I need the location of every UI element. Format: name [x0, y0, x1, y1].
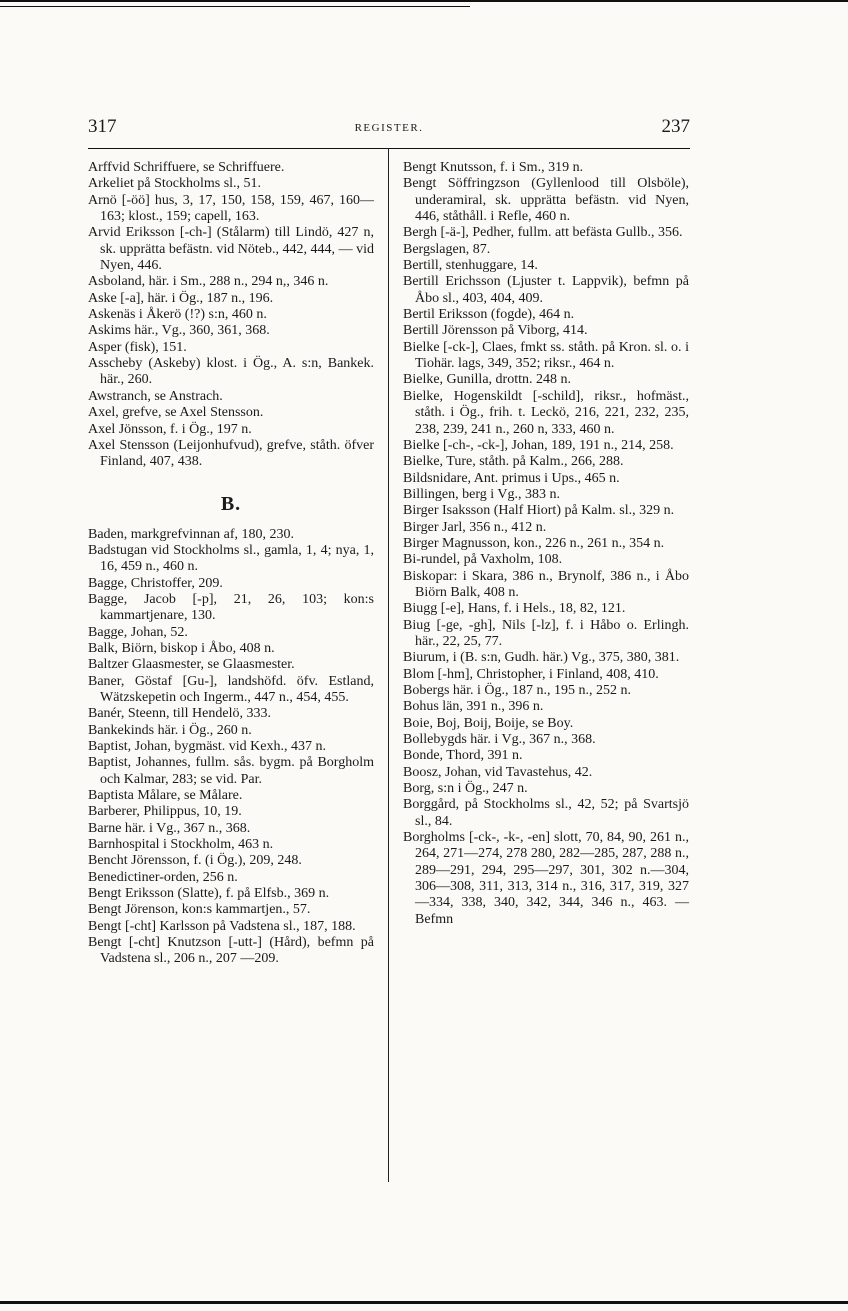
- index-entry: Barnhospital i Stockholm, 463 n.: [88, 837, 274, 853]
- section-heading: B.: [220, 492, 242, 515]
- index-entry: Bertil Eriksson (fogde), 464 n.: [403, 307, 575, 323]
- top-border-rule: [0, 0, 848, 2]
- index-entry: Billingen, berg i Vg., 383 n.: [403, 486, 560, 502]
- index-entry: Borggård, på Stockholms sl., 42, 52; på Svartsjö sl., 84.: [403, 797, 689, 829]
- index-entry: Boosz, Johan, vid Tavastehus, 42.: [403, 764, 593, 780]
- index-entry: Biug [-ge, -gh], Nils [-lz], f. i Håbo o. Erlingh. här., 22, 25, 77.: [403, 617, 689, 649]
- top-thin-rule: [0, 6, 470, 7]
- right-column: [403, 160, 689, 928]
- index-entry: Bergslagen, 87.: [403, 241, 491, 257]
- index-entry: Bengt [-cht] Karlsson på Vadstena sl., 187, 188.: [88, 918, 356, 934]
- index-entry: Bagge, Johan, 52.: [88, 624, 188, 640]
- index-entry: Arvid Eriksson [-ch-] (Stålarm) till Lindö, 427 n, sk. upprätta befästn. vid Nöteb., 442, 444, — vid Nyen, 446.: [88, 225, 374, 274]
- index-entry: Bengt [-cht] Knutzson [-utt-] (Hård), befmn på Vadstena sl., 206 n., 207 —209.: [88, 935, 374, 967]
- index-entry: Bagge, Jacob [-p], 21, 26, 103; kon:s kammartjenare, 130.: [88, 591, 374, 624]
- index-entry: Biskopar: i Skara, 386 n., Brynolf, 386 n., i Åbo Biörn Balk, 408 n.: [403, 568, 689, 600]
- index-entry: Bengt Knutsson, f. i Sm., 319 n.: [403, 160, 584, 175]
- header-rule: [88, 148, 690, 149]
- running-title: REGISTER.: [354, 122, 424, 134]
- page-number-left: 317: [88, 116, 117, 137]
- index-entry: Bergh [-ä-], Pedher, fullm. att befästa Gullb., 356.: [403, 225, 683, 241]
- index-entry: Birger Isaksson (Half Hiort) på Kalm. sl., 329 n.: [403, 503, 675, 519]
- index-entry: Axel Stensson (Leijonhufvud), grefve, ståth. öfver Finland, 407, 438.: [88, 437, 374, 470]
- index-entry: Bildsnidare, Ant. primus i Ups., 465 n.: [403, 470, 620, 486]
- column-divider: [388, 148, 389, 1182]
- index-entry: Bielke [-ch-, -ck-], Johan, 189, 191 n., 214, 258.: [403, 437, 674, 453]
- index-entry: Arnö [-öö] hus, 3, 17, 150, 158, 159, 467, 160—163; klost., 159; capell, 163.: [88, 192, 374, 225]
- index-entry: Bertill Jörensson på Viborg, 414.: [403, 323, 588, 339]
- index-entry: Bonde, Thord, 391 n.: [403, 748, 523, 764]
- index-entry: Askims här., Vg., 360, 361, 368.: [88, 323, 270, 339]
- index-entry: Bielke, Hogenskildt [-schild], riksr., hofmäst., ståth. i Ög., frih. t. Leckö, 216, 221, 232, 235, 238, 239, 241 n., 260 n, 333, 460 n.: [403, 388, 689, 437]
- index-entry: Bengt Söffringzson (Gyllenlood till Olsböle), underamiral, sk. upprätta befästn. vid Nyen, 446, ståthåll. i Refle, 460 n.: [403, 176, 689, 225]
- index-entry: Bertill, stenhuggare, 14.: [403, 258, 538, 274]
- index-entry: Banér, Steenn, till Hendelö, 333.: [88, 706, 271, 722]
- index-entry: Birger Jarl, 356 n., 412 n.: [403, 519, 547, 535]
- index-entry: Barne här. i Vg., 367 n., 368.: [88, 820, 251, 836]
- index-entry: Borgholms [-ck-, -k-, -en] slott, 70, 84, 90, 261 n., 264, 271—274, 278 280, 282—285, 287, 288 n., 289—291, 294, 295—297, 301, 302 n.—304, 306—308, 311, 313, 314 n., 316, 317, 319, 327—334, 338, 340, 342, 344, 346 n., 463. — Befmn: [403, 830, 689, 927]
- left-column: [88, 160, 374, 968]
- index-entry: Awstranch, se Anstrach.: [88, 388, 223, 404]
- index-entry: Asscheby (Askeby) klost. i Ög., A. s:n, Bankek. här., 260.: [88, 356, 374, 388]
- index-entry: Bielke [-ck-], Claes, fmkt ss. ståth. på Kron. sl. o. i Tiohär. lags, 349, 352; riksr., 464 n.: [403, 339, 689, 372]
- index-entry: Baptist, Johannes, fullm. sås. bygm. på Borgholm och Kalmar, 283; se vid. Par.: [88, 755, 374, 787]
- index-entry: Baltzer Glaasmester, se Glaasmester.: [88, 657, 295, 673]
- index-entry: Boie, Boj, Boij, Boije, se Boy.: [403, 715, 574, 731]
- index-entry: Askenäs i Åkerö (!?) s:n, 460 n.: [88, 307, 267, 323]
- index-entry: Biurum, i (B. s:n, Gudh. här.) Vg., 375, 380, 381.: [403, 650, 680, 666]
- index-entry: Baden, markgrefvinnan af, 180, 230.: [88, 526, 295, 542]
- index-entry: Aske [-a], här. i Ög., 187 n., 196.: [88, 290, 274, 306]
- index-entry: Baptist, Johan, bygmäst. vid Kexh., 437 n.: [88, 739, 326, 754]
- index-entry: Bielke, Gunilla, drottn. 248 n.: [403, 372, 571, 388]
- index-entry: Bobergs här. i Ög., 187 n., 195 n., 252 n.: [403, 683, 632, 698]
- index-entry: Bielke, Ture, ståth. på Kalm., 266, 288.: [403, 454, 624, 470]
- index-entry: Arkeliet på Stockholms sl., 51.: [88, 176, 262, 192]
- index-entry: Arffvid Schriffuere, se Schriffuere.: [88, 160, 285, 175]
- index-entry: Balk, Biörn, biskop i Åbo, 408 n.: [88, 640, 275, 656]
- index-entry: Benedictiner-orden, 256 n.: [88, 869, 238, 885]
- index-entry: Baptista Målare, se Målare.: [88, 788, 243, 804]
- index-entry: Asper (fisk), 151.: [88, 339, 187, 355]
- index-entry: Bohus län, 391 n., 396 n.: [403, 699, 544, 715]
- index-entry: Asboland, här. i Sm., 288 n., 294 n,, 346 n.: [88, 274, 329, 290]
- index-entry: Birger Magnusson, kon., 226 n., 261 n., 354 n.: [403, 535, 665, 551]
- index-entry: Biugg [-e], Hans, f. i Hels., 18, 82, 121.: [403, 601, 626, 617]
- index-entry: Bagge, Christoffer, 209.: [88, 575, 223, 591]
- index-entry: Barberer, Philippus, 10, 19.: [88, 804, 242, 820]
- index-entry: Bollebygds här. i Vg., 367 n., 368.: [403, 732, 596, 748]
- index-entry: Axel Jönsson, f. i Ög., 197 n.: [88, 421, 252, 437]
- index-entry: Badstugan vid Stockholms sl., gamla, 1, 4; nya, 1, 16, 459 n., 460 n.: [88, 542, 374, 575]
- index-entry: Bi-rundel, på Vaxholm, 108.: [403, 552, 563, 568]
- index-entry: Borg, s:n i Ög., 247 n.: [403, 781, 528, 797]
- bottom-border-rule: [0, 1301, 848, 1304]
- index-entry: Baner, Göstaf [Gu-], landshöfd. öfv. Estland, Wätzskepetin och Ingerm., 447 n., 454, 455.: [88, 673, 374, 705]
- index-entry: Bengt Eriksson (Slatte), f. på Elfsb., 369 n.: [88, 886, 330, 902]
- index-entry: Bencht Jörensson, f. (i Ög.), 209, 248.: [88, 853, 302, 869]
- index-entry: Bertill Erichsson (Ljuster t. Lappvik), befmn på Åbo sl., 403, 404, 409.: [403, 274, 689, 306]
- index-entry: Axel, grefve, se Axel Stensson.: [88, 405, 264, 421]
- index-entry: Bengt Jörenson, kon:s kammartjen., 57.: [88, 902, 311, 918]
- index-entry: Blom [-hm], Christopher, i Finland, 408, 410.: [403, 666, 659, 682]
- page-number-right: 237: [661, 116, 690, 137]
- page-header: [88, 116, 690, 140]
- index-entry: Bankekinds här. i Ög., 260 n.: [88, 722, 252, 738]
